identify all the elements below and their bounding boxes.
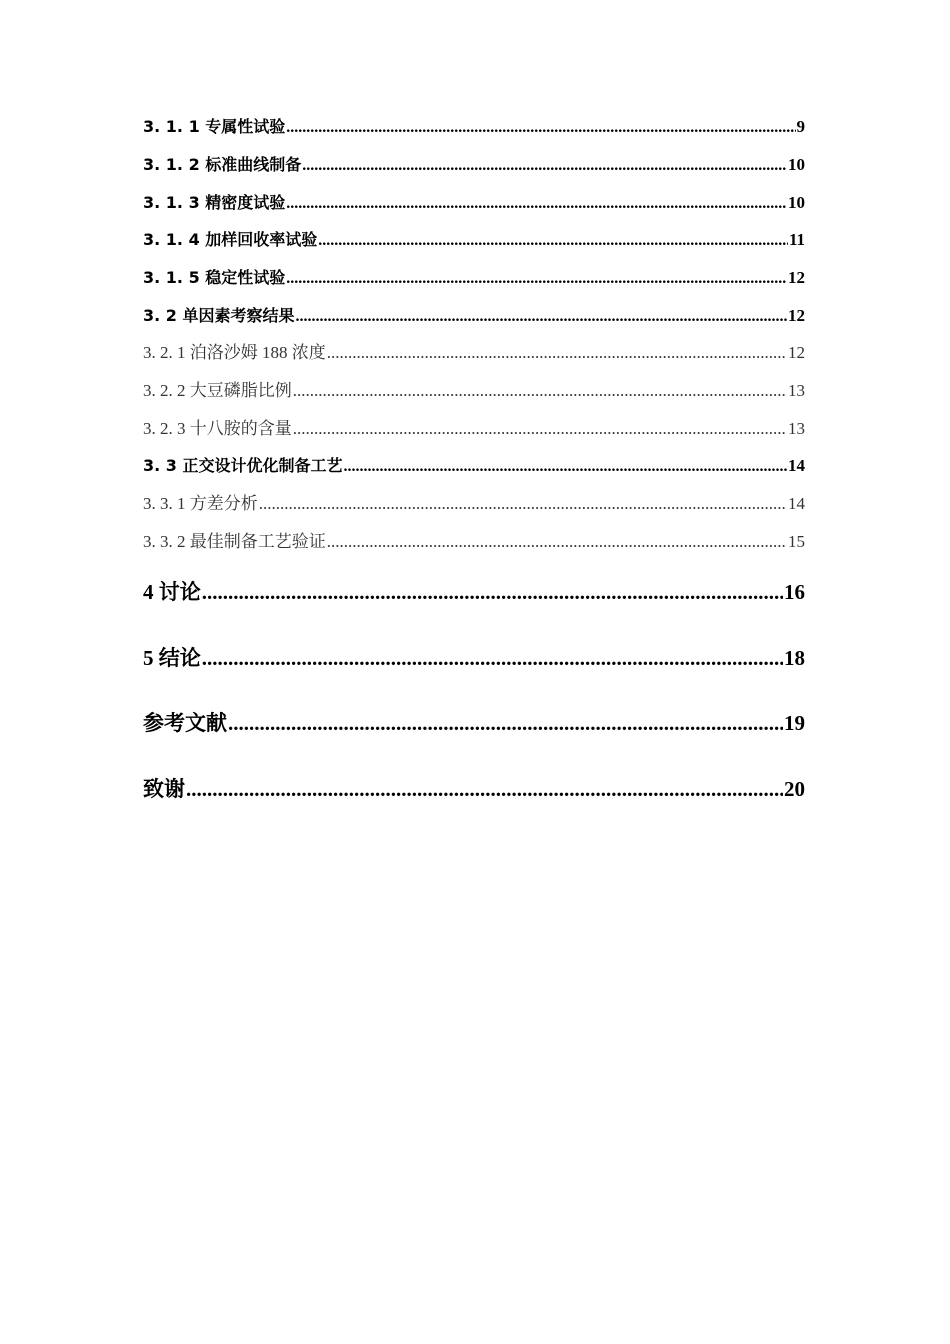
toc-entry-title: 3. 1. 3 精密度试验 <box>143 193 286 212</box>
toc-leader-dots <box>318 233 788 249</box>
toc-leader-dots <box>327 344 787 361</box>
toc-entry-page: 9 <box>796 117 805 136</box>
toc-entry-page: 16 <box>784 580 805 604</box>
toc-leader-dots <box>202 582 783 603</box>
toc-entry[interactable] <box>143 269 805 287</box>
toc-entry-title: 3. 3 正交设计优化制备工艺 <box>143 456 343 475</box>
toc-leader-dots <box>296 309 788 325</box>
toc-entry-title: 参考文献 <box>143 711 227 735</box>
toc-entry-page: 13 <box>788 381 805 400</box>
toc-entry-page: 15 <box>788 532 805 551</box>
toc-entry[interactable] <box>143 420 805 437</box>
toc-entry[interactable] <box>143 118 805 136</box>
toc-entry-title: 3. 2 单因素考察结果 <box>143 306 295 325</box>
toc-leader-dots <box>293 420 787 437</box>
toc-entry[interactable] <box>143 307 805 325</box>
toc-entry-title: 3. 1. 2 标准曲线制备 <box>143 155 302 174</box>
toc-entry-page: 19 <box>784 711 805 735</box>
toc-leader-dots <box>259 495 787 512</box>
toc-entry-title: 3. 1. 1 专属性试验 <box>143 117 286 136</box>
toc-entry-title: 3. 2. 2 大豆磷脂比例 <box>143 381 292 400</box>
toc-entry[interactable] <box>143 231 805 249</box>
toc-entry[interactable] <box>143 194 805 212</box>
toc-entry-page: 14 <box>788 494 805 513</box>
toc-entry[interactable] <box>143 457 805 475</box>
toc-entry-title: 致谢 <box>143 777 185 801</box>
toc-leader-dots <box>286 120 795 136</box>
toc-entry-title: 3. 1. 5 稳定性试验 <box>143 268 286 287</box>
toc-entry-page: 18 <box>784 646 805 670</box>
toc-entry-title: 3. 2. 3 十八胺的含量 <box>143 419 292 438</box>
toc-entry[interactable] <box>143 156 805 174</box>
toc-entry-page: 20 <box>784 777 805 801</box>
toc-leader-dots <box>302 158 787 174</box>
toc-leader-dots <box>228 713 783 734</box>
toc-entry-page: 10 <box>788 193 805 212</box>
toc-entry-page: 14 <box>788 456 805 475</box>
toc-entry[interactable] <box>143 779 805 800</box>
toc-entry[interactable] <box>143 533 805 550</box>
toc-leader-dots <box>327 533 787 550</box>
toc-entry[interactable] <box>143 582 805 603</box>
toc-leader-dots <box>202 648 783 669</box>
toc-entry-title: 3. 3. 1 方差分析 <box>143 494 258 513</box>
toc-leader-dots <box>286 196 787 212</box>
toc-entry[interactable] <box>143 648 805 669</box>
toc-entry-page: 12 <box>788 343 805 362</box>
toc-entry-page: 12 <box>788 268 805 287</box>
toc-leader-dots <box>344 459 788 475</box>
toc-leader-dots <box>286 271 787 287</box>
toc-entry-page: 13 <box>788 419 805 438</box>
toc-entry[interactable] <box>143 713 805 734</box>
toc-entry[interactable] <box>143 495 805 512</box>
toc-entry[interactable] <box>143 344 805 361</box>
toc-entry-title: 3. 1. 4 加样回收率试验 <box>143 230 318 249</box>
toc-leader-dots <box>186 779 783 800</box>
toc-entry-page: 12 <box>788 306 805 325</box>
toc-entry-title: 3. 3. 2 最佳制备工艺验证 <box>143 532 326 551</box>
toc-leader-dots <box>293 382 787 399</box>
toc-entry-title: 4 讨论 <box>143 580 201 604</box>
toc-entry[interactable] <box>143 382 805 399</box>
toc-entry-title: 3. 2. 1 泊洛沙姆 188 浓度 <box>143 343 326 362</box>
toc-entry-page: 10 <box>788 155 805 174</box>
toc-entry-title: 5 结论 <box>143 646 201 670</box>
toc-entry-page: 11 <box>788 230 805 249</box>
